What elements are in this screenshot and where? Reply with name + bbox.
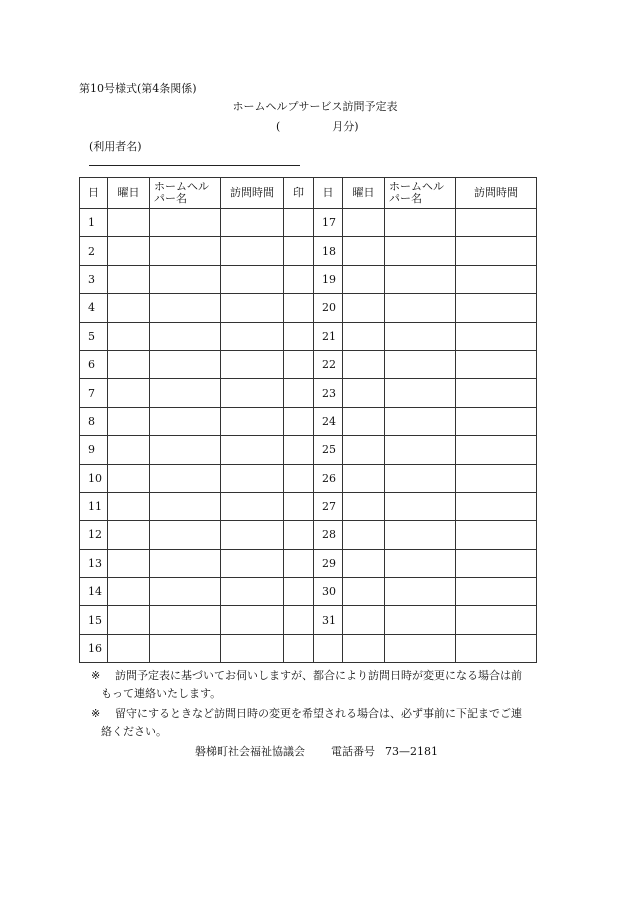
right-visit-time-cell <box>456 492 537 520</box>
table-row <box>80 606 537 634</box>
right-helper-cell <box>385 464 456 492</box>
left-day-cell: 8 <box>80 407 108 435</box>
form-number: 第10号様式(第4条関係) <box>79 82 197 95</box>
right-helper-cell <box>385 379 456 407</box>
table-header-row <box>80 178 537 209</box>
header-day-left: 日 <box>80 178 108 209</box>
right-day-cell: 18 <box>314 237 343 265</box>
left-visit-time-cell <box>221 606 284 634</box>
right-day-cell: 28 <box>314 521 343 549</box>
header-day-right: 日 <box>314 178 343 209</box>
seal-cell <box>284 521 314 549</box>
phone-number: 73—2181 <box>385 745 438 758</box>
header-helper-left <box>150 178 221 209</box>
header-helper-right-line2: パー名 <box>389 192 422 205</box>
left-helper-cell <box>150 379 221 407</box>
right-visit-time-cell <box>456 322 537 350</box>
left-visit-time-cell <box>221 322 284 350</box>
left-helper-cell <box>150 521 221 549</box>
left-helper-cell <box>150 549 221 577</box>
header-visit-time-right: 訪問時間 <box>456 178 537 209</box>
left-weekday-cell <box>108 237 150 265</box>
right-visit-time-cell <box>456 634 537 662</box>
right-weekday-cell <box>343 634 385 662</box>
right-weekday-cell <box>343 350 385 378</box>
left-day-cell: 5 <box>80 322 108 350</box>
right-visit-time-cell <box>456 237 537 265</box>
right-visit-time-cell <box>456 265 537 293</box>
left-helper-cell <box>150 578 221 606</box>
month-suffix: 月分) <box>332 120 359 133</box>
right-visit-time-cell <box>456 578 537 606</box>
left-visit-time-cell <box>221 521 284 549</box>
right-day-cell: 22 <box>314 350 343 378</box>
header-helper-left-line2: パー名 <box>154 192 187 205</box>
right-helper-cell <box>385 237 456 265</box>
left-day-cell: 11 <box>80 492 108 520</box>
right-weekday-cell <box>343 492 385 520</box>
left-helper-cell <box>150 436 221 464</box>
header-weekday-right: 曜日 <box>343 178 385 209</box>
left-day-cell: 1 <box>80 209 108 237</box>
table-row <box>80 237 537 265</box>
right-visit-time-cell <box>456 549 537 577</box>
left-day-cell: 12 <box>80 521 108 549</box>
right-visit-time-cell <box>456 606 537 634</box>
left-visit-time-cell <box>221 237 284 265</box>
right-visit-time-cell <box>456 464 537 492</box>
left-visit-time-cell <box>221 436 284 464</box>
table-row <box>80 578 537 606</box>
table-row <box>80 407 537 435</box>
right-day-cell <box>314 634 343 662</box>
left-day-cell: 13 <box>80 549 108 577</box>
seal-cell <box>284 379 314 407</box>
user-name-label: (利用者名) <box>89 140 142 153</box>
left-helper-cell <box>150 407 221 435</box>
right-visit-time-cell <box>456 521 537 549</box>
left-weekday-cell <box>108 407 150 435</box>
left-weekday-cell <box>108 464 150 492</box>
header-helper-right-line1: ホームヘル <box>389 180 444 193</box>
left-weekday-cell <box>108 578 150 606</box>
left-weekday-cell <box>108 322 150 350</box>
left-helper-cell <box>150 294 221 322</box>
left-helper-cell <box>150 350 221 378</box>
left-helper-cell <box>150 237 221 265</box>
left-helper-cell <box>150 322 221 350</box>
right-weekday-cell <box>343 578 385 606</box>
right-weekday-cell <box>343 237 385 265</box>
right-helper-cell <box>385 436 456 464</box>
header-helper-right <box>385 178 456 209</box>
table-row <box>80 464 537 492</box>
right-helper-cell <box>385 350 456 378</box>
right-weekday-cell <box>343 407 385 435</box>
right-weekday-cell <box>343 436 385 464</box>
right-visit-time-cell <box>456 407 537 435</box>
right-day-cell: 29 <box>314 549 343 577</box>
right-visit-time-cell <box>456 209 537 237</box>
right-helper-cell <box>385 407 456 435</box>
table-row <box>80 294 537 322</box>
note-2-line2: 絡ください。 <box>101 725 167 738</box>
right-weekday-cell <box>343 265 385 293</box>
right-day-cell: 26 <box>314 464 343 492</box>
right-day-cell: 17 <box>314 209 343 237</box>
left-weekday-cell <box>108 436 150 464</box>
document-title: ホームヘルプサービス訪問予定表 <box>232 100 398 113</box>
right-visit-time-cell <box>456 294 537 322</box>
seal-cell <box>284 407 314 435</box>
left-visit-time-cell <box>221 492 284 520</box>
right-visit-time-cell <box>456 436 537 464</box>
left-weekday-cell <box>108 209 150 237</box>
right-helper-cell <box>385 265 456 293</box>
seal-cell <box>284 322 314 350</box>
month-open-paren: ( <box>276 120 281 133</box>
right-weekday-cell <box>343 464 385 492</box>
seal-cell <box>284 350 314 378</box>
right-visit-time-cell <box>456 350 537 378</box>
table-row <box>80 634 537 662</box>
left-helper-cell <box>150 209 221 237</box>
left-visit-time-cell <box>221 549 284 577</box>
right-helper-cell <box>385 606 456 634</box>
table-row <box>80 521 537 549</box>
left-weekday-cell <box>108 265 150 293</box>
note-2-line1: 留守にするときなど訪問日時の変更を希望される場合は、必ず事前に下記までご連 <box>115 707 522 720</box>
right-day-cell: 24 <box>314 407 343 435</box>
seal-cell <box>284 634 314 662</box>
seal-cell <box>284 209 314 237</box>
month-field <box>276 118 359 134</box>
table-row <box>80 436 537 464</box>
header-weekday-left: 曜日 <box>108 178 150 209</box>
seal-cell <box>284 492 314 520</box>
right-helper-cell <box>385 521 456 549</box>
left-helper-cell <box>150 265 221 293</box>
left-helper-cell <box>150 606 221 634</box>
right-weekday-cell <box>343 606 385 634</box>
header-seal: 印 <box>284 178 314 209</box>
left-day-cell: 15 <box>80 606 108 634</box>
right-weekday-cell <box>343 294 385 322</box>
left-weekday-cell <box>108 294 150 322</box>
seal-cell <box>284 578 314 606</box>
left-visit-time-cell <box>221 294 284 322</box>
left-day-cell: 4 <box>80 294 108 322</box>
right-helper-cell <box>385 634 456 662</box>
left-weekday-cell <box>108 521 150 549</box>
table-row <box>80 322 537 350</box>
right-helper-cell <box>385 209 456 237</box>
left-day-cell: 6 <box>80 350 108 378</box>
seal-cell <box>284 606 314 634</box>
right-helper-cell <box>385 322 456 350</box>
visit-schedule-table <box>79 177 537 663</box>
right-weekday-cell <box>343 379 385 407</box>
left-weekday-cell <box>108 549 150 577</box>
seal-cell <box>284 464 314 492</box>
left-weekday-cell <box>108 606 150 634</box>
table-row <box>80 350 537 378</box>
note-1-line2: もって連絡いたします。 <box>101 687 222 700</box>
table-row <box>80 379 537 407</box>
left-day-cell: 2 <box>80 237 108 265</box>
note-1-line1: 訪問予定表に基づいてお伺いしますが、都合により訪問日時が変更になる場合は前 <box>115 669 522 682</box>
left-visit-time-cell <box>221 578 284 606</box>
table-row <box>80 549 537 577</box>
table-row <box>80 209 537 237</box>
left-visit-time-cell <box>221 265 284 293</box>
left-weekday-cell <box>108 379 150 407</box>
left-visit-time-cell <box>221 634 284 662</box>
note-2-mark: ※ <box>91 707 101 720</box>
phone-label: 電話番号 <box>331 745 375 758</box>
seal-cell <box>284 436 314 464</box>
right-day-cell: 21 <box>314 322 343 350</box>
right-day-cell: 20 <box>314 294 343 322</box>
right-weekday-cell <box>343 521 385 549</box>
table-row <box>80 492 537 520</box>
right-day-cell: 19 <box>314 265 343 293</box>
right-day-cell: 31 <box>314 606 343 634</box>
note-2 <box>91 705 551 741</box>
left-helper-cell <box>150 634 221 662</box>
left-weekday-cell <box>108 350 150 378</box>
right-weekday-cell <box>343 322 385 350</box>
left-helper-cell <box>150 492 221 520</box>
left-visit-time-cell <box>221 209 284 237</box>
header-visit-time-left: 訪問時間 <box>221 178 284 209</box>
seal-cell <box>284 237 314 265</box>
user-name-line <box>89 165 300 166</box>
left-weekday-cell <box>108 492 150 520</box>
footer-contact <box>195 743 438 759</box>
right-helper-cell <box>385 294 456 322</box>
left-visit-time-cell <box>221 464 284 492</box>
right-day-cell: 30 <box>314 578 343 606</box>
right-day-cell: 25 <box>314 436 343 464</box>
left-day-cell: 7 <box>80 379 108 407</box>
right-helper-cell <box>385 549 456 577</box>
seal-cell <box>284 265 314 293</box>
right-day-cell: 23 <box>314 379 343 407</box>
left-helper-cell <box>150 464 221 492</box>
left-day-cell: 14 <box>80 578 108 606</box>
note-1-mark: ※ <box>91 669 101 682</box>
seal-cell <box>284 294 314 322</box>
left-day-cell: 10 <box>80 464 108 492</box>
right-day-cell: 27 <box>314 492 343 520</box>
right-weekday-cell <box>343 209 385 237</box>
left-weekday-cell <box>108 634 150 662</box>
right-helper-cell <box>385 578 456 606</box>
left-day-cell: 9 <box>80 436 108 464</box>
organization-name: 磐梯町社会福祉協議会 <box>195 745 305 758</box>
note-1 <box>91 667 551 703</box>
header-helper-left-line1: ホームヘル <box>154 180 209 193</box>
right-helper-cell <box>385 492 456 520</box>
left-visit-time-cell <box>221 379 284 407</box>
left-day-cell: 16 <box>80 634 108 662</box>
left-day-cell: 3 <box>80 265 108 293</box>
table-row <box>80 265 537 293</box>
right-visit-time-cell <box>456 379 537 407</box>
left-visit-time-cell <box>221 350 284 378</box>
seal-cell <box>284 549 314 577</box>
left-visit-time-cell <box>221 407 284 435</box>
right-weekday-cell <box>343 549 385 577</box>
